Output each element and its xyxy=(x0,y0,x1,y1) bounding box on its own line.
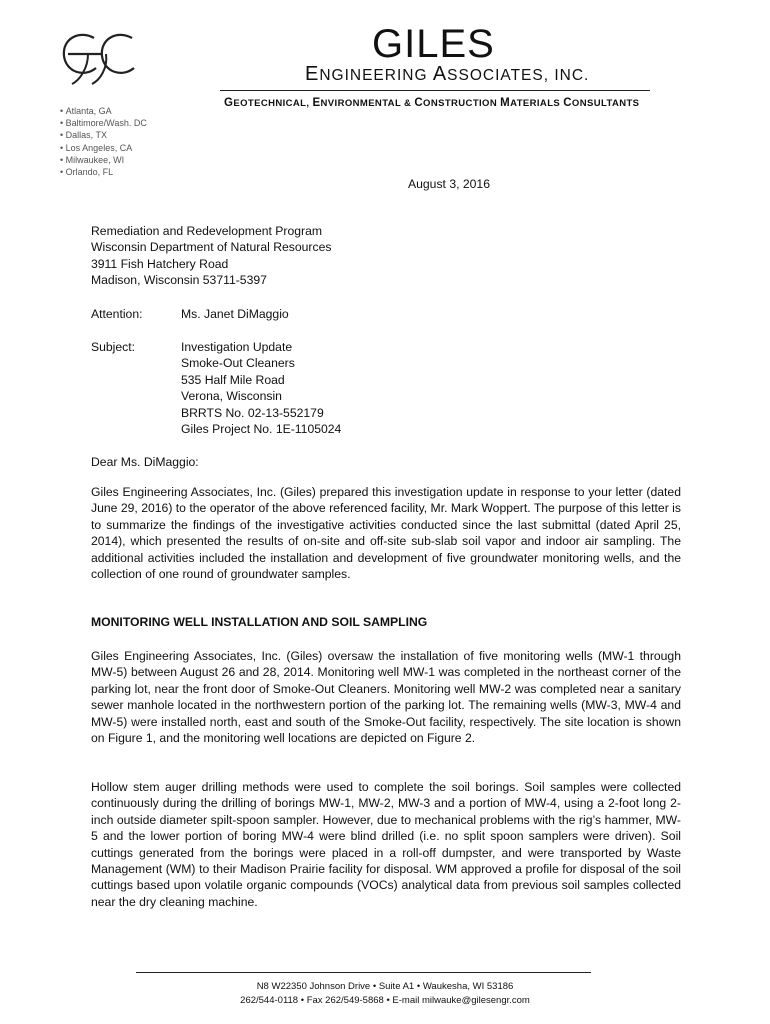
company-subtitle-initial-e: E xyxy=(305,63,320,85)
office-location: • Orlando, FL xyxy=(60,166,147,178)
office-location: • Milwaukee, WI xyxy=(60,154,147,166)
footer-divider xyxy=(136,972,591,973)
subject-line: Giles Project No. 1E-1105024 xyxy=(181,422,342,437)
body-paragraph-installation: Giles Engineering Associates, Inc. (Giles) oversaw the installation of five monitoring wells (MW-1 through MW-5) between August 26 and 28, 2014. Monitoring well MW-1 was completed in the northeast corner of the parking lot, near the front door of Smoke-Out Cleaners. Monitoring well MW-2 was completed near a sanitary sewer manhole located in the northwestern portion of the parking lot. The remaining wells (MW-3, MW-4 and MW-5) were installed north, east and south of the Smoke-Out facility, respectively. The site location is shown on Figure 1, and the monitoring well locations are depicted on Figure 2. xyxy=(91,649,681,746)
subject-line: Verona, Wisconsin xyxy=(181,389,282,404)
company-name: GILES xyxy=(372,22,495,66)
footer-address: N8 W22350 Johnson Drive • Suite A1 • Waukesha, WI 53186 xyxy=(256,981,514,992)
company-subtitle-engineering: NGINEERING xyxy=(319,67,433,84)
letterhead-divider xyxy=(220,90,650,91)
subject-line: BRRTS No. 02-13-552179 xyxy=(181,405,324,420)
tagline-word: ONSTRUCTION xyxy=(423,98,501,109)
tagline-cap: E xyxy=(312,97,321,109)
office-location: • Los Angeles, CA xyxy=(60,142,147,154)
company-tagline xyxy=(224,96,639,111)
address-line: 3911 Fish Hatchery Road xyxy=(91,256,229,271)
address-line: Madison, Wisconsin 53711-5397 xyxy=(91,273,267,288)
footer-contact: 262/544-0118 • Fax 262/549-5868 • E-mail milwauke@gilesengr.com xyxy=(240,995,530,1006)
salutation: Dear Ms. DiMaggio: xyxy=(91,455,199,469)
tagline-cap: M xyxy=(500,97,511,109)
tagline-cap: G xyxy=(224,97,234,109)
subject-line: 535 Half Mile Road xyxy=(181,372,285,387)
subject-line: Smoke-Out Cleaners xyxy=(181,356,295,371)
section-heading: MONITORING WELL INSTALLATION AND SOIL SAMPLING xyxy=(91,615,428,629)
address-line: Wisconsin Department of Natural Resources xyxy=(91,240,332,255)
subject-line: Investigation Update xyxy=(181,340,293,354)
tagline-cap: C xyxy=(414,97,424,109)
address-line: Remediation and Redevelopment Program xyxy=(91,224,323,238)
subject-block xyxy=(181,339,341,437)
tagline-word: ATERIALS xyxy=(510,98,564,109)
office-location: • Dallas, TX xyxy=(60,129,147,141)
body-paragraph-drilling: Hollow stem auger drilling methods were used to complete the soil borings. Soil samples were collected continuously during the drilling of borings MW-1, MW-2, MW-3 and a portion of MW-4, using a 2-foot long 2-inch outside diameter spilt-spoon sampler. However, due to mechanical problems with the rig’s hammer, MW-5 and the lower portion of boring MW-4 were blind drilled (i.e. no split spoon samplers were driven). Soil cuttings generated from the borings were placed in a roll-off dumpster, and were transported by Waste Management (WM) to their Madison Prairie facility for disposal. WM approved a profile for disposal of the soil cuttings based upon volatile organic compounds (VOCs) analytical data from previous soil samples collected near the dry cleaning machine. xyxy=(91,780,681,909)
company-subtitle xyxy=(305,64,589,86)
tagline-word: EOTECHNICAL, xyxy=(233,98,313,109)
subject-label: Subject: xyxy=(91,340,136,354)
attention-value: Ms. Janet DiMaggio xyxy=(181,307,289,321)
recipient-address xyxy=(91,223,331,289)
body-paragraph-intro: Giles Engineering Associates, Inc. (Giles) prepared this investigation update in response to your letter (dated June 29, 2016) to the operator of the above referenced facility, Mr. Mark Woppert. The purpose of this letter is to summarize the findings of the investigative activities conducted since the last submittal (dated April 25, 2014), which presented the results of on-site and off-site sub-slab soil vapor and indoor air sampling. The additional activities included the installation and development of five groundwater monitoring wells, and the collection of one round of groundwater samples. xyxy=(91,485,681,582)
tagline-word: ONSULTANTS xyxy=(571,98,640,109)
attention-label: Attention: xyxy=(91,307,143,321)
office-location: • Atlanta, GA xyxy=(60,105,147,117)
letter-date: August 3, 2016 xyxy=(408,177,490,191)
giles-logo xyxy=(58,28,138,88)
office-location: • Baltimore/Wash. DC xyxy=(60,117,147,129)
company-subtitle-initial-a: A xyxy=(432,63,448,85)
company-subtitle-associates: SSOCIATES, INC. xyxy=(447,67,590,84)
office-locations-list xyxy=(60,105,147,178)
tagline-cap: C xyxy=(563,97,572,109)
tagline-word: NVIRONMENTAL & xyxy=(320,98,415,109)
